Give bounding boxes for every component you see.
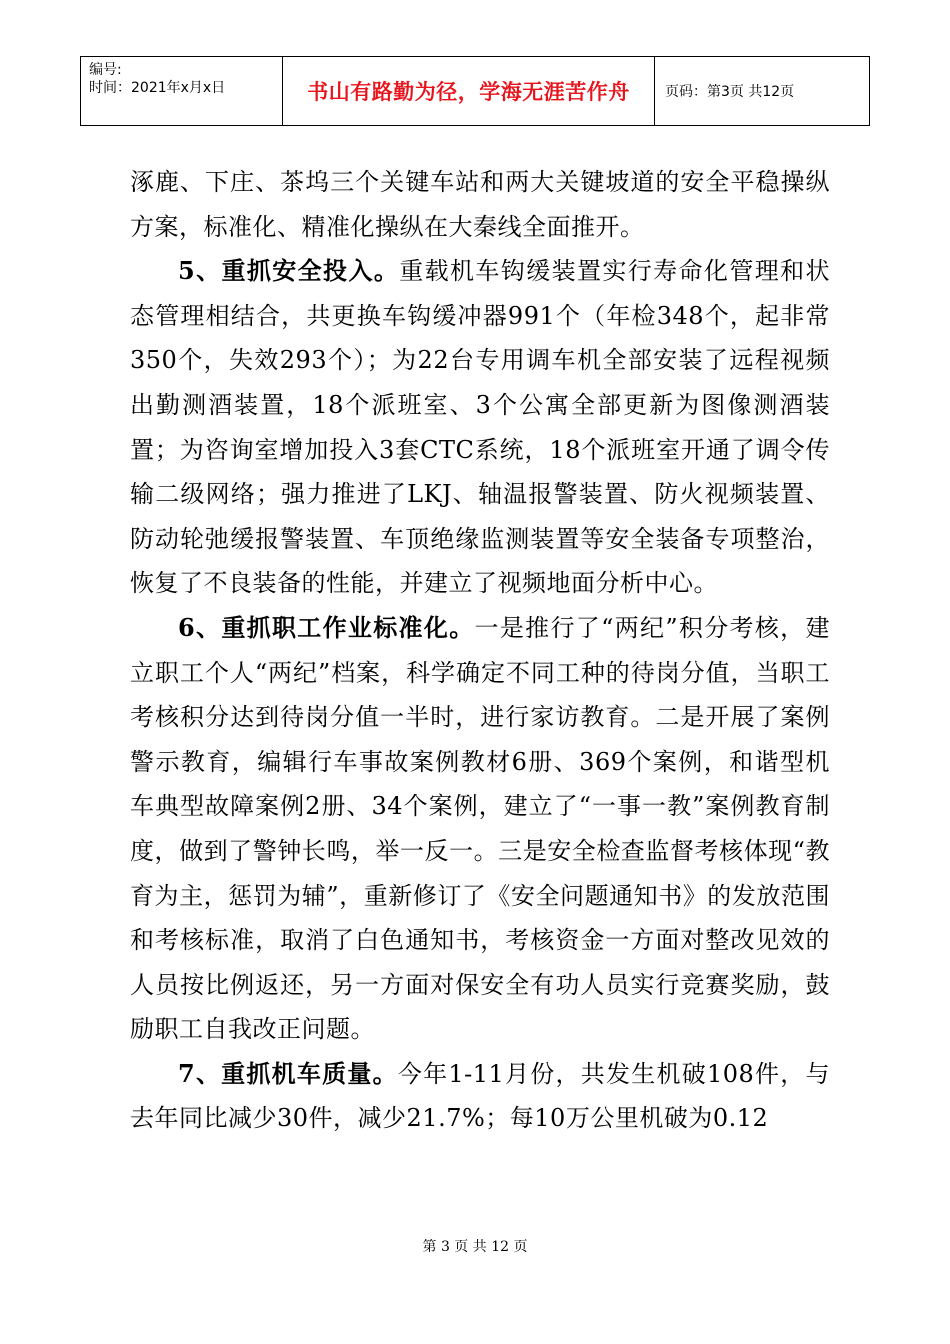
paragraph-heading: 6、重抓职工作业标准化。 — [178, 612, 475, 642]
paragraph-standardization — [130, 606, 830, 1052]
paragraph-text: 一是推行了“两纪”积分考核，建立职工个人“两纪”档案，科学确定不同工种的待岗分值，当职工考核积分达到待岗分值一半时，进行家访教育。二是开展了案例警示教育，编辑行车事故案例教材6册、369个案例，和谐型机车典型故障案例2册、34个案例，建立了“一事一教”案例教育制度，做到了警钟长鸣，举一反一。三是安全检查监督考核体现“教育为主，惩罚为辅”，重新修订了《安全问题通知书》的发放范围和考核标准，取消了白色通知书，考核资金一方面对整改见效的人员按比例返还，另一方面对保安全有功人员实行竞赛奖励，鼓励职工自我改正问题。 — [130, 613, 830, 1044]
paragraph-locomotive-quality — [130, 1052, 830, 1141]
page-footer: 第 3 页 共 12 页 — [422, 1239, 528, 1255]
paragraph-heading: 7、重抓机车质量。 — [178, 1058, 398, 1088]
document-date-label: 时间：2021年x月x日 — [89, 80, 226, 96]
paragraph-safety-investment — [130, 249, 830, 606]
document-body — [130, 160, 830, 1141]
header-meta-cell — [81, 57, 283, 125]
header-motto: 书山有路勤为径，学海无涯苦作舟 — [283, 57, 655, 125]
paragraph-heading: 5、重抓安全投入。 — [178, 256, 400, 286]
paragraph-text: 涿鹿、下庄、茶坞三个关键车站和两大关键坡道的安全平稳操纵方案，标准化、精准化操纵在大秦线全面推开。 — [130, 168, 830, 241]
header-page-info: 页码：第3页 共12页 — [665, 84, 795, 100]
paragraph-continuation — [130, 160, 830, 249]
paragraph-text: 重载机车钩缓装置实行寿命化管理和状态管理相结合，共更换车钩缓冲器991个（年检348个，起非常350个，失效293个）；为22台专用调车机全部安装了远程视频出勤测酒装置，18个派班室、3个公寓全部更新为图像测酒装置；为咨询室增加投入3套CTC系统，18个派班室开通了调令传输二级网络；强力推进了LKJ、轴温报警装置、防火视频装置、防动轮弛缓报警装置、车顶绝缘监测装置等安全装备专项整治，恢复了不良装备的性能，并建立了视频地面分析中心。 — [130, 257, 831, 598]
document-number-label: 编号: — [89, 62, 122, 78]
paragraph-text: 今年1-11月份，共发生机破108件，与去年同比减少30件，减少21.7%；每10万公里机破为0.12 — [130, 1059, 831, 1133]
document-header — [80, 56, 870, 126]
